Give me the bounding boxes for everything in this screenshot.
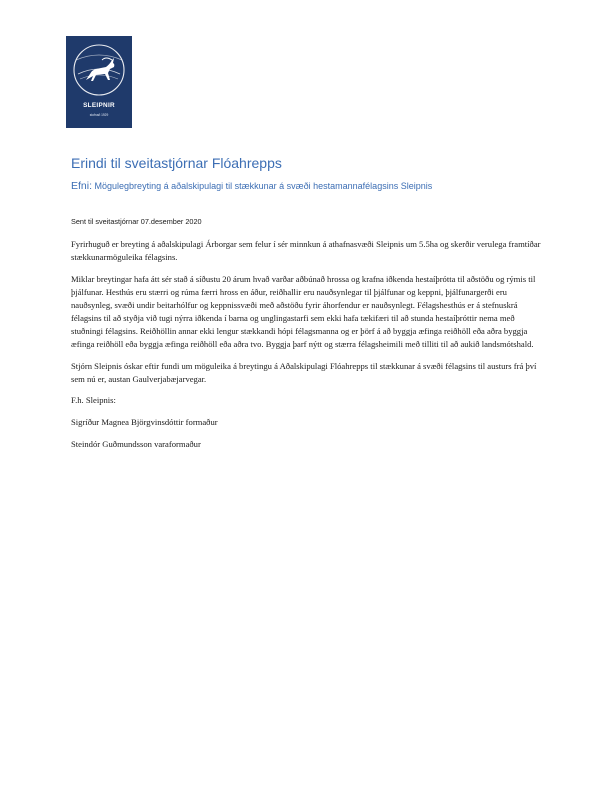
logo-text: SLEIPNIR [83, 102, 115, 109]
sleipnir-logo [66, 36, 132, 128]
horse-emblem-icon [66, 36, 132, 102]
paragraph-intro: Fyrirhuguð er breyting á aðalskipulagi Árborgar sem felur í sér minnkun á athafnasvæði Sleipnis um 5.5ha og skerðir verulega framtíðar stækkunarmöguleika félagsins. [71, 239, 541, 263]
paragraph-changes: Miklar breytingar hafa átt sér stað á síðustu 20 árum hvað varðar aðbúnað hrossa og krafna iðkenda hestaíþrótta til aðstöðu og rýmis til þjálfunar. Hesthús eru stærri og rúma færri hross en áður, reiðhallir eru nauðsynlegar til þjálfunar og keppni, þjálfunargerði eru nauðsynleg, svæði undir beitarhólfur og keppnissvæði með aðstöðu fyrir áhorfendur er nauðsynlegt. Félagshesthús er á stefnuskrá félagsins til að styðja við tugi nýrra iðkenda í barna og unglingastarfi sem ekki hafa tækifæri til að stunda hestaíþróttir nema með stuðningi félagsins. Reiðhöllin annar ekki lengur stækkandi hópi félagsmanna og er þörf á að byggja æfinga reiðhöll eða aðra byggja æfinga reiðhöll eða byggja æfinga reiðhöll eða aðra tvo. Byggja þarf nýtt og stærra félagsheimili með tilliti til að aukið landsmótshald. [71, 273, 536, 350]
document-subject [71, 180, 432, 192]
subject-text: Mögulegbreyting á aðalskipulagi til stækkunar á svæði hestamannafélagsins Sleipnis [94, 181, 433, 191]
signatory-vice-chair: Steindór Guðmundsson varaformaður [71, 438, 201, 449]
document-title: Erindi til sveitastjórnar Flóahrepps [71, 155, 282, 171]
paragraph-request: Stjórn Sleipnis óskar eftir fundi um möguleika á breytingu á Aðalskipulagi Flóahrepps til stækkunar á svæði félagsins til austurs frá því sem nú er, austan Gaulverjabæjarvegar. [71, 360, 537, 384]
signoff-line: F.h. Sleipnis: [71, 395, 116, 406]
signatory-chair: Sigríður Magnea Björgvinsdóttir formaður [71, 417, 218, 428]
sent-date-line: Sent til sveitastjórnar 07.desember 2020 [71, 217, 202, 226]
logo-established: stofnað 1929 [89, 113, 109, 117]
document-body [71, 238, 541, 459]
subject-label: Efni: [71, 180, 93, 192]
